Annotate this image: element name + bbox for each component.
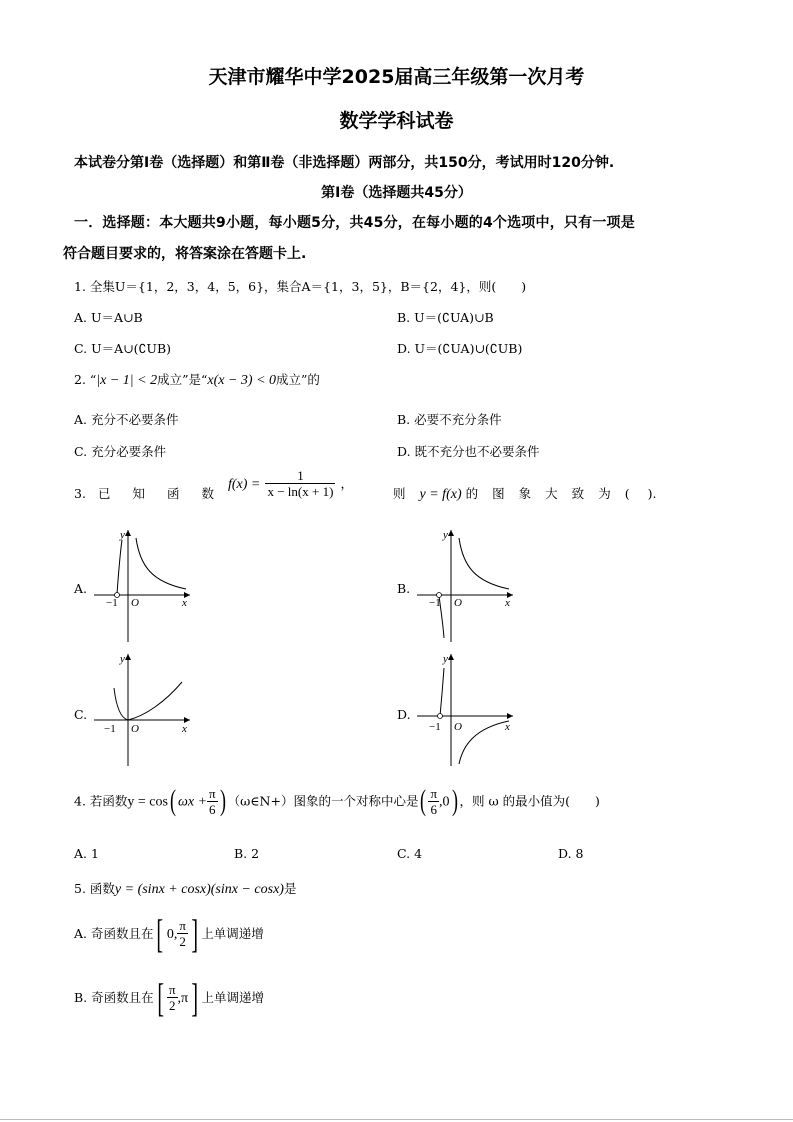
y-label: y (120, 529, 125, 541)
q1-option-c: C. U＝A∪(∁UB) (74, 341, 172, 356)
q1-option-b: B. U＝(∁UA)∪B (397, 310, 494, 325)
q5-prefix: 5. 函数 (74, 881, 115, 896)
x-label: x (182, 597, 187, 609)
q3-func-lhs: f(x) = (228, 477, 261, 492)
x-label: x (505, 721, 510, 733)
q3-char: 的 (465, 486, 479, 501)
q3-char: 已 (97, 486, 111, 501)
q3-stem-tail (393, 484, 656, 503)
q1-option-a: A. U＝A∪B (74, 310, 143, 325)
q3-frac-num: 1 (265, 468, 335, 484)
q5-b-pre: B. 奇函数且在 (74, 990, 154, 1005)
q3-stem-lead (74, 484, 214, 502)
q5-a-post: 上单调递增 (201, 926, 264, 941)
q4-tail: ，则 ω 的最小值为( ) (459, 793, 600, 809)
origin-label: O (454, 597, 462, 609)
bracket: [ (156, 911, 164, 956)
q5-a-lead: 0, (166, 927, 178, 942)
q2-option-b: B. 必要不充分条件 (397, 412, 502, 427)
origin-label: O (131, 597, 139, 609)
q3-graph-c (90, 650, 200, 770)
paren: ) (219, 784, 226, 817)
q5-b-fraction (167, 982, 178, 1013)
q3-char: 数 (201, 486, 214, 501)
q5-b-num: π (168, 982, 176, 997)
hole-point (438, 714, 443, 719)
q2-expr1: |x − 1| < 2 (96, 373, 158, 388)
q5-suffix: 是 (283, 881, 297, 896)
q4-fraction (207, 786, 218, 817)
y-label: y (443, 653, 448, 665)
q4-frac-num: π (209, 785, 216, 801)
neg-one-label: −1 (106, 597, 118, 609)
q5-a-den: 2 (179, 934, 186, 949)
q5-b-tail: ,π (177, 991, 189, 1006)
q4-cond: （ω∈N+）图象的一个对称中心是 (227, 793, 419, 809)
origin-label: O (454, 721, 462, 733)
paren: ( (420, 784, 427, 817)
q3-label-a: A. (74, 581, 88, 596)
q3-graph-b (413, 526, 523, 646)
q3-label-c: C. (74, 707, 88, 722)
q3-graph-d (413, 650, 523, 770)
q3-then: 则 (393, 486, 406, 501)
q4-inner: ωx + (177, 794, 208, 810)
q4-center-fraction (428, 786, 439, 817)
y-arrow (125, 530, 131, 536)
q3-char: ( (624, 486, 630, 501)
q3-num: 3. (74, 486, 86, 501)
exam-title: 天津市耀华中学2025届高三年级第一次月考 (208, 66, 585, 88)
curve-left (117, 540, 122, 594)
y-label: y (120, 653, 125, 665)
page-bottom-rule (0, 1119, 793, 1120)
curve-left (114, 688, 128, 720)
q2-end: 成立”的 (276, 372, 320, 387)
q2-option-a: A. 充分不必要条件 (74, 412, 179, 427)
q5-a-fraction (177, 918, 188, 949)
q5-a-pre: A. 奇函数且在 (74, 926, 154, 941)
q5-expr: y = (sinx + cosx)(sinx − cosx) (114, 882, 284, 897)
q5-b-post: 上单调递增 (201, 990, 264, 1005)
q4-func: y = cos (127, 794, 168, 810)
curve-right (459, 538, 509, 589)
paren: ) (451, 784, 458, 817)
q4-center-den: 6 (430, 801, 437, 817)
paren: ( (169, 784, 176, 817)
q4-stem (74, 784, 600, 818)
q3-function-def (228, 468, 353, 499)
q3-y-eq: y = f(x) (419, 487, 462, 502)
origin-label: O (131, 723, 139, 735)
q3-char: ). (647, 486, 657, 501)
q3-char: 图 (492, 486, 505, 501)
q5-stem (74, 878, 296, 898)
q4-option-d: D. 8 (558, 846, 584, 861)
y-arrow (448, 530, 454, 536)
q3-frac-den: x − ln(x + 1) (267, 484, 334, 499)
q3-fraction (265, 468, 335, 499)
q3-label-d: D. (397, 707, 411, 722)
section1-line1: 一．选择题：本大题共9小题，每小题5分，共45分，在每小题的4个选项中，只有一项是 (74, 215, 635, 231)
q2-stem (74, 370, 320, 389)
exam-subtitle: 数学学科试卷 (339, 110, 454, 132)
q3-char: 为 (598, 486, 611, 501)
q4-frac-den: 6 (209, 801, 216, 817)
bracket: ] (191, 911, 198, 956)
neg-one-label: −1 (429, 597, 441, 609)
q3-label-b: B. (397, 581, 411, 596)
exam-intro: 本试卷分第Ⅰ卷（选择题）和第Ⅱ卷（非选择题）两部分，共150分，考试用时120分钟. (74, 155, 615, 171)
curve-right (136, 538, 186, 589)
q4-center-tail: ,0 (439, 794, 450, 810)
curve-right (128, 682, 182, 720)
q2-num: 2. “ (74, 372, 97, 387)
curve-left (440, 668, 444, 716)
q3-char: 致 (571, 486, 585, 501)
q2-expr2: x(x − 3) < 0 (207, 373, 277, 388)
part1-title: 第Ⅰ卷（选择题共45分） (321, 185, 472, 201)
q5-a-num: π (179, 918, 186, 933)
q3-char: 大 (545, 486, 558, 501)
q4-option-a: A. 1 (74, 846, 99, 861)
neg-one-label: −1 (104, 723, 116, 735)
q3-comma: ， (340, 476, 354, 491)
bracket: ] (191, 975, 199, 1020)
bracket: [ (156, 975, 164, 1020)
q1-option-d: D. U＝(∁UA)∪(∁UB) (397, 341, 523, 356)
x-label: x (182, 723, 187, 735)
y-label: y (443, 529, 448, 541)
q2-option-d: D. 既不充分也不必要条件 (397, 444, 540, 459)
q3-graph-a (90, 526, 200, 646)
neg-one-label: −1 (429, 721, 441, 733)
q4-option-c: C. 4 (397, 846, 423, 861)
q5-option-b (74, 974, 264, 1021)
section1-line2: 符合题目要求的，将答案涂在答题卡上. (63, 246, 307, 262)
q3-char: 函 (166, 486, 180, 501)
q4-center-num: π (430, 785, 438, 801)
q4-option-b: B. 2 (234, 846, 260, 861)
y-arrow (448, 654, 454, 660)
q1-stem: 1. 全集U＝{1，2，3，4，5，6}，集合A＝{1，3，5}，B＝{2，4}，则( ) (74, 279, 527, 294)
x-label: x (505, 597, 510, 609)
q4-prefix: 4. 若函数 (74, 793, 128, 809)
q3-char: 知 (132, 486, 145, 501)
q2-mid: 成立”是“ (157, 372, 208, 387)
q2-option-c: C. 充分必要条件 (74, 444, 167, 459)
q3-char: 象 (518, 486, 532, 501)
y-arrow (125, 654, 131, 660)
q5-b-den: 2 (169, 998, 176, 1013)
q5-option-a (74, 910, 264, 957)
x-arrow (507, 713, 513, 719)
curve-right (459, 721, 509, 764)
